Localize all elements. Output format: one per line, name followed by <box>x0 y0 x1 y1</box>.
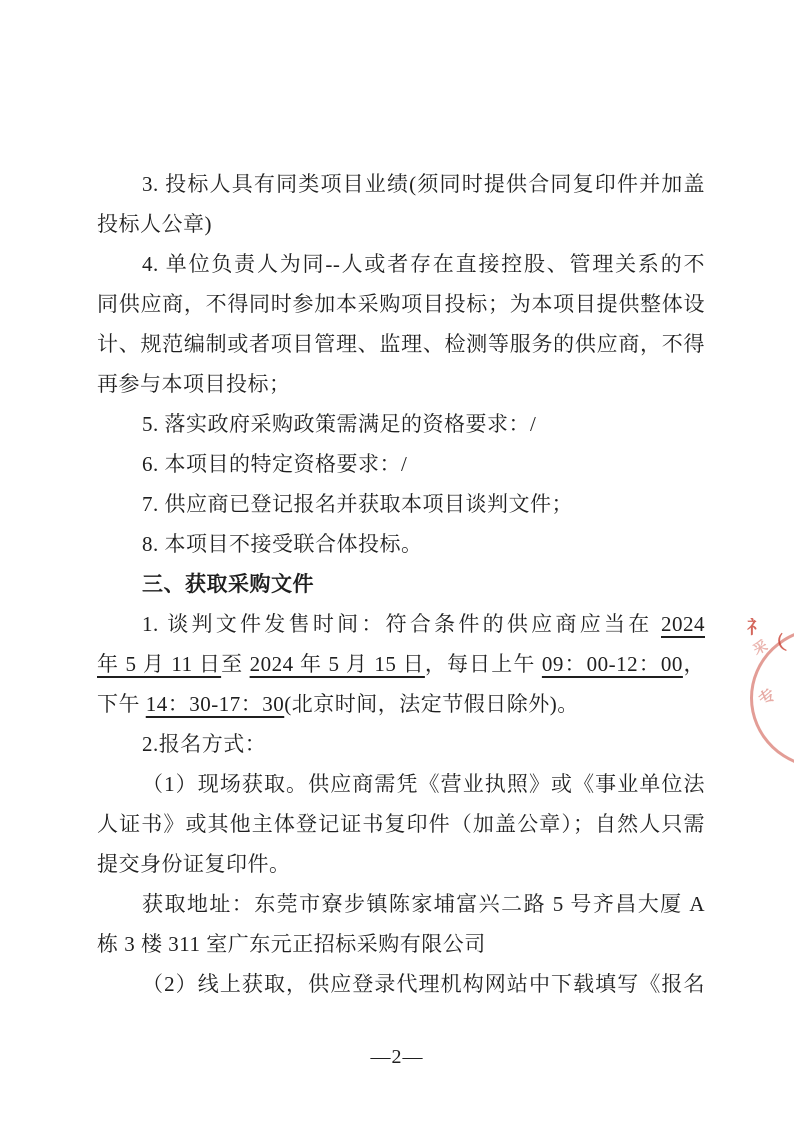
text-line <box>97 924 705 964</box>
text-line <box>97 644 705 684</box>
text-line <box>97 404 705 444</box>
text-line <box>97 364 705 404</box>
page-number: —2— <box>370 1046 424 1068</box>
text-segment: 人证书》或其他主体登记证书复印件（加盖公章）；自然人只需 <box>97 812 705 836</box>
document-body <box>97 164 705 1004</box>
text-segment: 4. 单位负责人为同--人或者存在直接控股、管理关系的不 <box>142 252 705 276</box>
text-segment: 栋 3 楼 311 室广东元正招标采购有限公司 <box>97 932 486 956</box>
text-segment: 5. 落实政府采购政策需满足的资格要求：/ <box>142 412 537 436</box>
text-line <box>97 884 705 924</box>
underlined-text: 年 5 月 11 日 <box>97 652 222 676</box>
text-line <box>97 684 705 724</box>
text-line <box>97 204 705 244</box>
text-segment: 6. 本项目的特定资格要求：/ <box>142 452 408 476</box>
text-segment: 7. 供应商已登记报名并获取本项目谈判文件； <box>142 492 573 516</box>
text-segment: 计、规范编制或者项目管理、监理、检测等服务的供应商，不得 <box>97 332 705 356</box>
seal-character: （ <box>764 633 789 658</box>
text-line <box>97 164 705 204</box>
text-segment: （2）线上获取，供应登录代理机构网站中下载填写《报名 <box>142 972 705 996</box>
text-segment: 8. 本项目不接受联合体投标。 <box>142 532 423 556</box>
text-line <box>97 604 705 644</box>
text-line <box>97 444 705 484</box>
text-segment: 1. 谈判文件发售时间：符合条件的供应商应当在 <box>142 612 661 636</box>
seal-character: 采 <box>751 638 771 659</box>
text-segment: 获取地址：东莞市寮步镇陈家埔富兴二路 5 号齐昌大厦 A <box>142 892 705 916</box>
text-segment: (北京时间，法定节假日除外)。 <box>284 692 579 716</box>
underlined-text: 2024 年 5 月 15 日 <box>249 652 425 676</box>
text-segment: 三、获取采购文件 <box>142 572 314 596</box>
seal-ring <box>750 627 794 769</box>
text-segment: 2.报名方式： <box>142 732 267 756</box>
text-line <box>97 964 705 1004</box>
text-line <box>97 284 705 324</box>
text-segment: 同供应商，不得同时参加本采购项目投标；为本项目提供整体设 <box>97 292 705 316</box>
seal-character: 专 <box>756 685 780 710</box>
text-segment: ， <box>682 652 706 676</box>
underlined-text: 2024 <box>661 612 705 636</box>
seal-character: 礻 <box>747 618 767 638</box>
text-segment: 提交身份证复印件。 <box>97 852 291 876</box>
text-segment: ，每日上午 <box>424 652 542 676</box>
text-segment: 再参与本项目投标； <box>97 372 291 396</box>
text-segment: 3. 投标人具有同类项目业绩(须同时提供合同复印件并加盖 <box>142 172 705 196</box>
text-line <box>97 564 705 604</box>
text-line <box>97 764 705 804</box>
official-seal <box>747 618 794 783</box>
text-segment: 投标人公章) <box>97 212 212 236</box>
text-line <box>97 484 705 524</box>
text-line <box>97 724 705 764</box>
text-segment: 至 <box>221 652 250 676</box>
text-line <box>97 524 705 564</box>
text-line <box>97 844 705 884</box>
text-segment: 下午 <box>97 692 146 716</box>
underlined-text: 14：30-17：30 <box>145 692 285 716</box>
text-line <box>97 804 705 844</box>
text-line <box>97 324 705 364</box>
underlined-text: 09：00-12：00 <box>541 652 683 676</box>
text-segment: （1）现场获取。供应商需凭《营业执照》或《事业单位法 <box>142 772 705 796</box>
text-line <box>97 244 705 284</box>
